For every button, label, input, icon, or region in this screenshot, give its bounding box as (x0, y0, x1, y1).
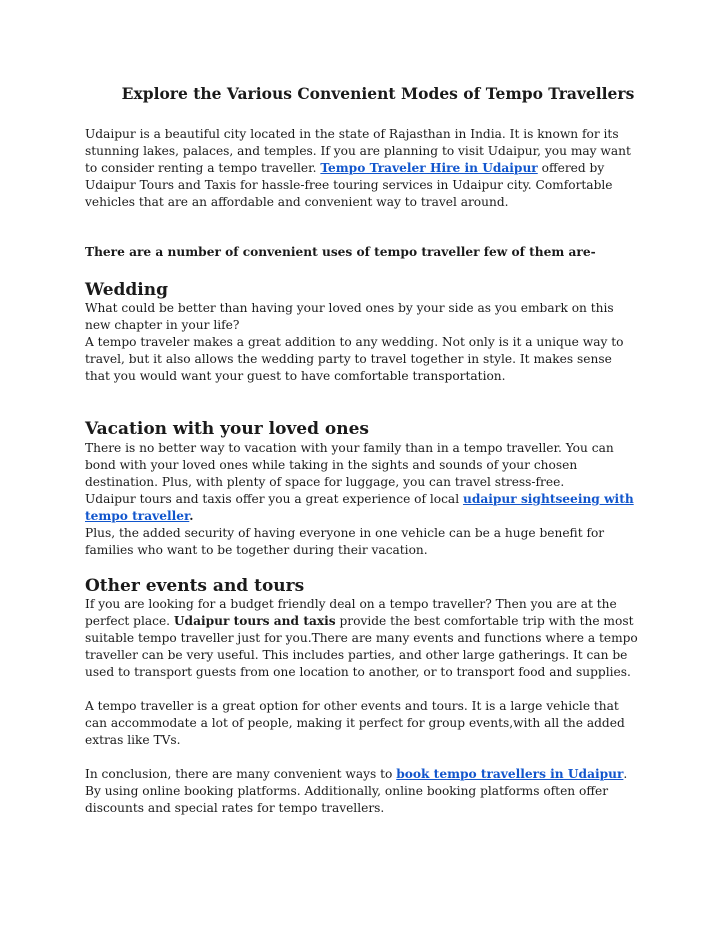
udaipur-sightseeing-link[interactable]: udaipur sightseeing with tempo traveller (85, 492, 634, 523)
spacer (85, 681, 640, 698)
conclusion-text-start: In conclusion, there are many convenient ways to (85, 767, 397, 781)
vacation-paragraph-3: Plus, the added security of having everyone in one vehicle can be a huge benefit for families who want to be together during their vacation. (85, 526, 605, 557)
wedding-paragraph-2: A tempo traveler makes a great addition to any wedding. Not only is it a unique way to travel, but it also allows the wedding party to travel together in style. It makes sense that you would want your guest to have comfortable transportation. (85, 335, 624, 383)
events-text-start: If you are looking for a budget friendly deal on a tempo traveller? Then you are at the perfect place. (85, 597, 617, 628)
tempo-traveler-hire-link[interactable]: Tempo Traveler Hire in Udaipur (320, 161, 538, 175)
intro-paragraph (85, 126, 640, 211)
lead-in-text: There are a number of convenient uses of tempo traveller few of them are- (85, 245, 596, 259)
vacation-paragraph-1: There is no better way to vacation with your family than in a tempo traveller. You can bond with your loved ones while taking in the sights and sounds of your chosen destination. Plus, with plenty of space for luggage, you can travel stress-free. (85, 441, 614, 489)
events-heading: Other events and tours (85, 576, 305, 596)
events-section (85, 596, 640, 817)
vacation-period: . (189, 509, 194, 523)
vacation-heading: Vacation with your loved ones (85, 419, 369, 439)
intro-text-start: Udaipur is a beautiful city located in the state of Rajasthan in India. It is known for its stunning lakes, palaces, and temples. If you are planning to visit Udaipur, you may want to consider renting a tempo traveller. (85, 127, 631, 175)
wedding-paragraph-1: What could be better than having your loved ones by your side as you embark on this new chapter in your life? (85, 301, 614, 332)
events-text-end: provide the best comfortable trip with the most suitable tempo traveller just for you.There are many events and functions where a tempo traveller can be very useful. This includes parties, and other large gatherings. It can be used to transport guests from one location to another, or to transport food and supplies. (85, 614, 638, 679)
vacation-text: Udaipur tours and taxis offer you a great experience of local (85, 492, 463, 506)
conclusion-text-end: . By using online booking platforms. Additionally, online booking platforms often offer discounts and special rates for tempo travellers. (85, 767, 628, 815)
spacer (85, 749, 640, 766)
book-tempo-travellers-link[interactable]: book tempo travellers in Udaipur (396, 767, 624, 781)
udaipur-tours-bold: Udaipur tours and taxis (173, 614, 336, 628)
vacation-paragraph-2 (85, 491, 640, 525)
wedding-section (85, 300, 640, 385)
conclusion-paragraph (85, 766, 640, 817)
page-title: Explore the Various Convenient Modes of Tempo Travellers (121, 84, 635, 103)
events-paragraph-1 (85, 596, 640, 681)
events-paragraph-2: A tempo traveller is a great option for other events and tours. It is a large vehicle that can accommodate a lot of people, making it perfect for group events,with all the added extras like TVs. (85, 699, 625, 747)
wedding-heading: Wedding (85, 280, 168, 300)
vacation-section (85, 440, 640, 559)
intro-text-end: offered by Udaipur Tours and Taxis for hassle-free touring services in Udaipur city. Comfortable vehicles that are an affordable and convenient way to travel around. (85, 161, 613, 209)
